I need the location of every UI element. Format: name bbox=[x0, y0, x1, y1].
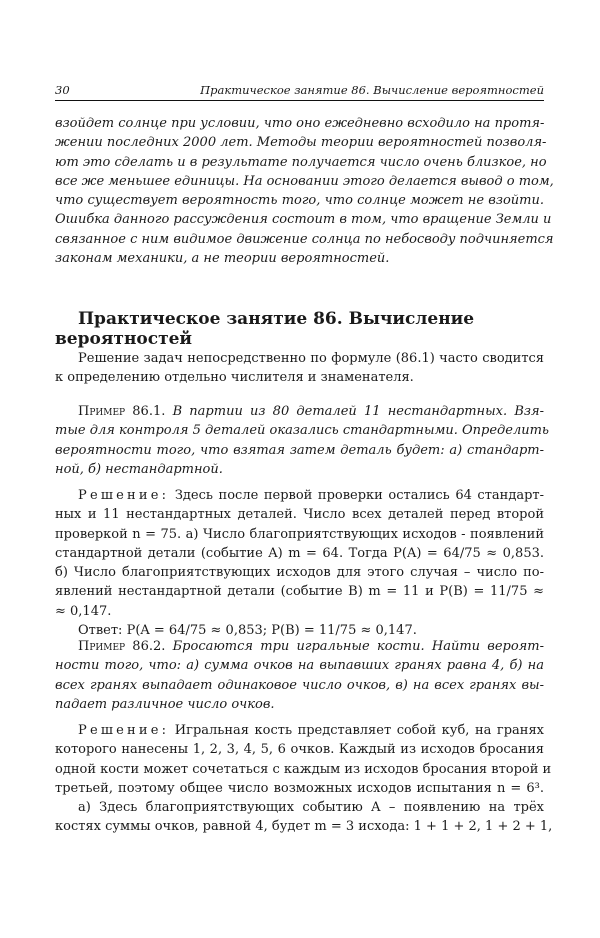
text-line: Решение задач непосредственно по формуле (86.1) часто сводится bbox=[78, 351, 544, 366]
text-line: всех гранях выпадает одинаковое число очков, в) на всех гранях вы- bbox=[55, 677, 544, 693]
text-line: падает различное число очков. bbox=[55, 696, 275, 712]
text-line: третьей, поэтому общее число возможных исходов испытания n = 6³. bbox=[55, 780, 544, 796]
text-line: а) Здесь благоприятствующих событию A – появлению на трёх bbox=[78, 800, 544, 816]
example-statement: В партии из 80 деталей 11 нестандартных. Взя- bbox=[172, 404, 544, 419]
text-line: жении последних 2000 лет. Методы теории вероятностей позволя- bbox=[55, 135, 547, 151]
solution-86-1 bbox=[55, 486, 544, 640]
text-line: к определению отдельно числителя и знаменателя. bbox=[55, 370, 414, 386]
text-line: стандартной детали (событие A) m = 64. Тогда P(A) = 64/75 ≈ 0,853. bbox=[55, 545, 544, 561]
solution-86-2 bbox=[55, 721, 553, 837]
text-line: ≈ 0,147. bbox=[55, 603, 112, 619]
text-line: одной кости может сочетаться с каждым из исходов бросания второй и bbox=[55, 761, 552, 777]
running-head-title: Практическое занятие 86. Вычисление вероятностей bbox=[200, 83, 544, 97]
example-86-1 bbox=[55, 402, 550, 479]
example-label: Пример 86.1. bbox=[78, 404, 166, 419]
solution-label: Решение: bbox=[78, 488, 170, 503]
section-heading bbox=[55, 309, 544, 349]
text-line: законам механики, а не теории вероятностей. bbox=[55, 251, 390, 267]
example-first-line bbox=[55, 402, 544, 421]
solution-label: Решение: bbox=[78, 723, 170, 738]
text-line: ных и 11 нестандартных деталей. Число всех деталей перед второй bbox=[55, 507, 544, 523]
text-line: которого нанесены 1, 2, 3, 4, 5, 6 очков. Каждый из исходов бросания bbox=[55, 742, 544, 758]
example-first-line bbox=[55, 637, 544, 656]
text-line: ют это сделать и в результате получается число очень близкое, но bbox=[55, 154, 547, 170]
example-label: Пример 86.2. bbox=[78, 639, 166, 654]
text-line: вероятности того, что взятая затем деталь будет: а) стандарт- bbox=[55, 442, 544, 458]
text-line: Ошибка данного рассуждения состоит в том, что вращение Земли и bbox=[55, 212, 552, 228]
text-line: все же меньшее единицы. На основании этого делается вывод о том, bbox=[55, 173, 554, 189]
text-line: связанное с ним видимое движение солнца по небосводу подчиняется bbox=[55, 231, 554, 247]
text-line: б) Число благоприятствующих исходов для этого случая – число по- bbox=[55, 565, 544, 581]
page-number: 30 bbox=[55, 83, 70, 97]
text-line: взойдет солнце при условии, что оно ежедневно всходило на протя- bbox=[55, 116, 545, 131]
solution-first-line bbox=[55, 721, 544, 740]
intro-continuation-paragraph bbox=[55, 114, 554, 268]
example-86-2 bbox=[55, 637, 544, 714]
text-line: тые для контроля 5 деталей оказались стандартными. Определить bbox=[55, 423, 550, 439]
running-head bbox=[55, 82, 544, 101]
section-intro-paragraph bbox=[55, 349, 544, 388]
text-line: ности того, что: а) сумма очков на выпавших гранях равна 4, б) на bbox=[55, 658, 544, 674]
answer-line: Ответ: P(A = 64/75 ≈ 0,853; P(B) = 11/75 ≈ 0,147. bbox=[78, 623, 417, 639]
solution-text: Здесь после первой проверки остались 64 стандарт- bbox=[174, 488, 544, 503]
text-line: явлений нестандартной детали (событие B) m = 11 и P(B) = 11/75 ≈ bbox=[55, 584, 544, 600]
solution-text: Игральная кость представляет собой куб, на гранях bbox=[174, 723, 544, 738]
example-statement: Бросаются три игральные кости. Найти вероят- bbox=[172, 639, 544, 654]
text-line: ной, б) нестандартной. bbox=[55, 461, 223, 477]
section-heading-line: Практическое занятие 86. Вычисление bbox=[78, 309, 475, 329]
text-line: проверкой n = 75. а) Число благоприятствующих исходов - появлений bbox=[55, 526, 544, 542]
text-line: что существует вероятность того, что солнце может не взойти. bbox=[55, 193, 544, 209]
text-line: костях суммы очков, равной 4, будет m = 3 исхода: 1 + 1 + 2, 1 + 2 + 1, bbox=[55, 819, 553, 835]
solution-first-line bbox=[55, 486, 544, 505]
section-heading-line: вероятностей bbox=[55, 329, 193, 349]
